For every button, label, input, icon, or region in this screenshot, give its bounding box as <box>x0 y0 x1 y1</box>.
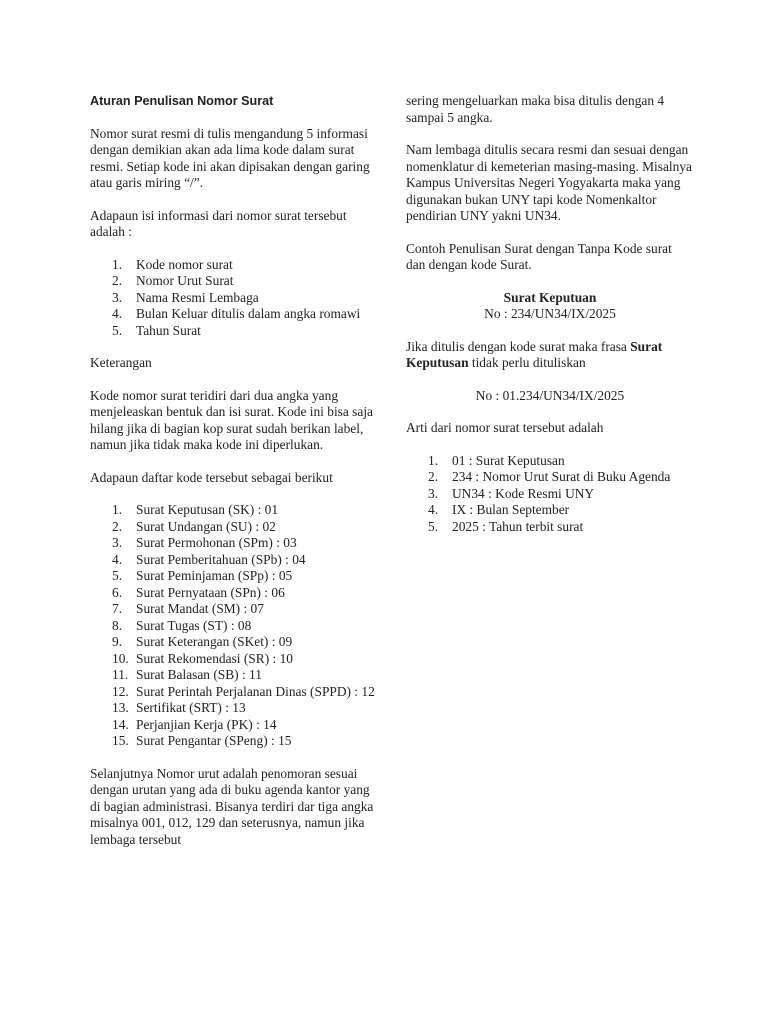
list-item-text: IX : Bulan September <box>452 502 570 517</box>
list-item-number: 1. <box>112 256 123 272</box>
info-intro-paragraph: Adapaun isi informasi dari nomor surat tersebut adalah : <box>90 207 347 239</box>
list-item-text: Surat Rekomendasi (SR) : 10 <box>136 650 293 666</box>
arti-list-item <box>406 519 694 536</box>
arti-list-item <box>406 469 694 486</box>
list-item-number: 7. <box>112 601 123 616</box>
list-item-text: Surat Peminjaman (SPp) : 05 <box>136 568 293 583</box>
list-item-text: 01 : Surat Keputusan <box>452 452 565 468</box>
list-item-number: 1. <box>428 452 439 468</box>
list-item-text: 2025 : Tahun terbit surat <box>452 518 584 534</box>
list-item-number: 10. <box>112 650 129 666</box>
left-column <box>90 93 382 848</box>
list-item-number: 5. <box>112 322 123 338</box>
kode-list-item <box>90 568 382 585</box>
list-item-text: Bulan Keluar ditulis dalam angka romawi <box>136 306 361 321</box>
list-item-number: 2. <box>428 469 439 484</box>
kode-list <box>90 502 382 750</box>
lembaga-paragraph: Nam lembaga ditulis secara resmi dan sesuai dengan nomenklatur di kemeterian masing-masing. Misalnya Kampus Universitas Negeri Yogyakarta maka yang digunakan bukan UNY tapi kode Nomenkaltor pendirian UNY yakni UN34. <box>406 142 692 223</box>
list-item-number: 4. <box>112 306 123 321</box>
document-title: Aturan Penulisan Nomor Surat <box>90 94 274 108</box>
example-number: No : 234/UN34/IX/2025 <box>484 306 616 321</box>
info-list-item <box>90 306 382 323</box>
list-item-number: 5. <box>428 518 439 534</box>
list-item-text: Perjanjian Kerja (PK) : 14 <box>136 716 277 732</box>
jika-text-bold: Surat Keputusan <box>406 338 663 370</box>
list-item-text: Sertifikat (SRT) : 13 <box>136 700 246 715</box>
list-item-number: 4. <box>112 551 123 567</box>
list-item-number: 11. <box>112 667 129 682</box>
list-item-number: 5. <box>112 568 123 583</box>
jika-text-before: Jika ditulis dengan kode surat maka frasa <box>406 338 631 354</box>
list-item-text: 234 : Nomor Urut Surat di Buku Agenda <box>452 469 671 484</box>
info-list-item <box>90 273 382 290</box>
info-list-item <box>90 290 382 307</box>
contoh-paragraph: Contoh Penulisan Surat dengan Tanpa Kode surat dan dengan kode Surat. <box>406 240 672 272</box>
list-item-number: 14. <box>112 716 129 732</box>
list-item-number: 12. <box>112 683 129 699</box>
kode-list-item <box>90 717 382 734</box>
kode-list-item <box>90 684 382 701</box>
list-item-number: 13. <box>112 700 129 715</box>
example-title-text: Surat Keputuan <box>503 289 597 305</box>
list-item-text: Surat Pemberitahuan (SPb) : 04 <box>136 551 306 567</box>
arti-list <box>406 453 694 536</box>
urut-paragraph: Selanjutnya Nomor urut adalah penomoran sesuai dengan urutan yang ada di buku agenda kantor yang di bagian administrasi. Bisanya terdiri dar tiga angka misalnya 001, 012, 129 dan seterusnya, namun jika lembaga tersebut <box>90 765 374 847</box>
info-list-item <box>90 257 382 274</box>
keterangan-label: Keterangan <box>90 355 152 370</box>
list-item-number: 1. <box>112 502 123 517</box>
kode-list-item <box>90 651 382 668</box>
list-item-text: Surat Pernyataan (SPn) : 06 <box>136 584 285 600</box>
list-item-text: Surat Mandat (SM) : 07 <box>136 601 264 616</box>
list-item-number: 3. <box>112 289 123 305</box>
list-item-number: 3. <box>112 535 123 550</box>
kode-list-item <box>90 585 382 602</box>
kode-list-item <box>90 634 382 651</box>
list-item-number: 6. <box>112 584 123 600</box>
info-list <box>90 257 382 340</box>
kode-list-item <box>90 552 382 569</box>
arti-list-item <box>406 453 694 470</box>
list-item-number: 2. <box>112 273 123 288</box>
list-item-text: Surat Undangan (SU) : 02 <box>136 518 276 534</box>
list-item-number: 15. <box>112 733 129 748</box>
info-list-item <box>90 323 382 340</box>
list-item-number: 4. <box>428 502 439 517</box>
kode-list-item <box>90 502 382 519</box>
example-number-coded: No : 01.234/UN34/IX/2025 <box>475 387 625 403</box>
list-item-text: Surat Permohonan (SPm) : 03 <box>136 535 297 550</box>
list-item-number: 3. <box>428 485 439 501</box>
jika-paragraph <box>406 339 694 372</box>
arti-list-item <box>406 486 694 503</box>
list-item-text: UN34 : Kode Resmi UNY <box>452 485 595 501</box>
kode-list-item <box>90 700 382 717</box>
daftar-intro-paragraph: Adapaun daftar kode tersebut sebagai berikut <box>90 469 333 485</box>
list-item-text: Tahun Surat <box>136 322 201 338</box>
list-item-text: Surat Perintah Perjalanan Dinas (SPPD) : 12 <box>136 683 375 699</box>
list-item-number: 8. <box>112 617 123 633</box>
list-item-text: Surat Balasan (SB) : 11 <box>136 667 262 682</box>
example-title <box>406 290 694 307</box>
kode-paragraph: Kode nomor surat teridiri dari dua angka yang menjeleaskan bentuk dan isi surat. Kode ini bisa saja hilang jika di bagian kop surat sudah berikan label, namun jika tidak maka kode ini diperlukan. <box>90 387 373 452</box>
continued-paragraph: sering mengeluarkan maka bisa ditulis dengan 4 sampai 5 angka. <box>406 93 665 125</box>
list-item-text: Nama Resmi Lembaga <box>136 289 259 305</box>
kode-list-item <box>90 601 382 618</box>
list-item-text: Nomor Urut Surat <box>136 273 234 288</box>
list-item-number: 9. <box>112 634 123 649</box>
intro-paragraph: Nomor surat resmi di tulis mengandung 5 informasi dengan demikian akan ada lima kode dalam surat resmi. Setiap kode ini akan dipisakan dengan garing atau garis miring “/”. <box>90 125 370 190</box>
kode-list-item <box>90 618 382 635</box>
kode-list-item <box>90 667 382 684</box>
arti-list-item <box>406 502 694 519</box>
list-item-text: Surat Keterangan (SKet) : 09 <box>136 634 293 649</box>
right-column <box>406 93 694 535</box>
arti-intro-paragraph: Arti dari nomor surat tersebut adalah <box>406 420 604 435</box>
list-item-text: Surat Keputusan (SK) : 01 <box>136 502 279 517</box>
kode-list-item <box>90 733 382 750</box>
list-item-number: 2. <box>112 518 123 534</box>
list-item-text: Surat Tugas (ST) : 08 <box>136 617 252 633</box>
jika-text-after: tidak perlu dituliskan <box>468 355 586 370</box>
list-item-text: Kode nomor surat <box>136 256 233 272</box>
kode-list-item <box>90 519 382 536</box>
list-item-text: Surat Pengantar (SPeng) : 15 <box>136 733 292 748</box>
kode-list-item <box>90 535 382 552</box>
